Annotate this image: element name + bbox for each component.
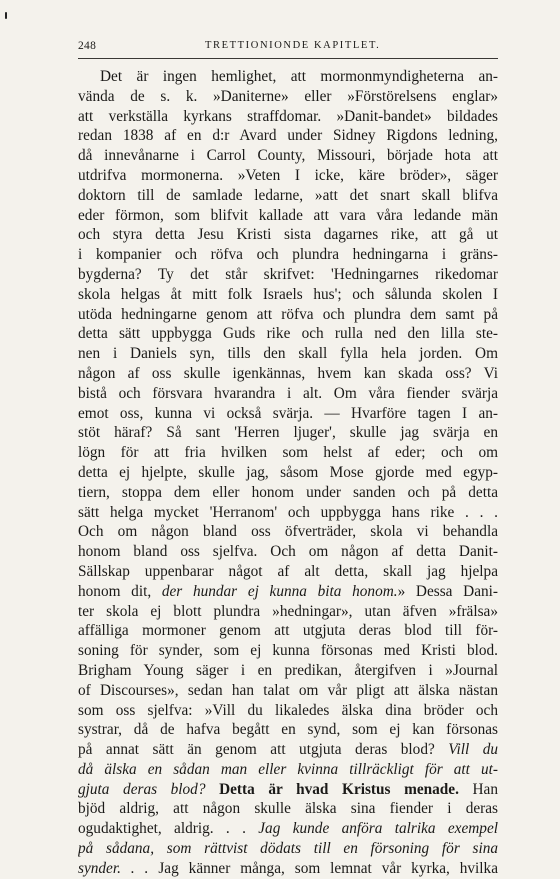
text-run: » Dessa Dani- (397, 582, 498, 600)
text-run: stöt häraf? Så sant 'Herren ljuger', skulle jag svärja en (78, 424, 498, 442)
text-line (78, 621, 498, 641)
text-line (78, 305, 498, 325)
text-run: doktorn till de samlade ledarne, »att det snart skall blifva (78, 186, 498, 204)
text-run: eder förmon, som blifvit kallade att vara våra ledande män (78, 206, 498, 224)
text-line (78, 641, 498, 661)
text-line (78, 740, 498, 760)
text-line (78, 701, 498, 721)
text-run: att verkställa kyrkans straffdomar. »Danit-bandet» bildades (78, 107, 498, 125)
text-run: skola helgas åt mitt folk Israels hus'; och sålunda skolen I (78, 285, 498, 303)
text-run: Jag känner många, som lemnat vår kyrka, hvilka (148, 859, 498, 877)
text-line (78, 463, 498, 483)
text-run: utöda hedningarne genom att röfva och plundra dem samt på (78, 305, 498, 323)
italic-text: gjuta deras blod? (78, 780, 220, 798)
text-line (78, 542, 498, 562)
text-line (78, 562, 498, 582)
header-rule (78, 58, 498, 59)
text-line (78, 344, 498, 364)
page-number: 248 (78, 40, 97, 52)
text-line (78, 285, 498, 305)
text-line (78, 67, 498, 87)
text-run: emot oss, kunna vi också svärja. — Hvarföre tagen I an- (78, 404, 498, 422)
text-run: Brigham Young säger i en predikan, återgifven i »Journal (78, 661, 498, 679)
italic-text: på sådana, som rättvist dödats till en försoning för sina (78, 840, 498, 858)
text-line (78, 661, 498, 681)
text-line (78, 225, 498, 245)
text-line (78, 602, 498, 622)
text-run: utdrifva mormonerna. »Veten I icke, käre bröder», säger (78, 166, 498, 184)
text-line (78, 245, 498, 265)
page-header (78, 40, 498, 56)
italic-text: der hundar ej kunna bita honom. (161, 582, 398, 600)
text-run: Det är ingen hemlighet, att mormonmyndigheterna an- (100, 68, 498, 85)
text-run: lögn för att fria hvilken som helst af eder; och om (78, 444, 498, 462)
text-line (78, 780, 498, 800)
text-line (78, 265, 498, 285)
text-line (78, 324, 498, 344)
text-run: redan 1838 af en d:r Avard under Sidney Rigdons ledning, (78, 127, 498, 145)
text-line (78, 720, 498, 740)
text-run: någon af oss skulle igenkännas, hvem kan skada oss? Vi (78, 364, 498, 382)
text-run: nen i Daniels syn, tills den skall fylla hela jorden. Om (78, 345, 498, 363)
text-line (78, 483, 498, 503)
text-run: Sällskap uppenbarar något af alt detta, skall jag hjelpa (78, 562, 498, 580)
text-run: systrar, då de hafva begått en synd, som ej kan försonas (78, 721, 498, 739)
text-line (78, 423, 498, 443)
text-run: bjöd aldrig, att någon skulle älska sina fiender i deras (78, 800, 498, 818)
text-line (78, 384, 498, 404)
text-line (78, 522, 498, 542)
text-run: Han (458, 780, 498, 798)
text-run: sätt helga mycket 'Herranom' och uppbygga hans rike . . . (78, 503, 498, 521)
text-line (78, 87, 498, 107)
text-run: bygderna? Ty det står skrifvet: 'Hedningarnes rikedomar (78, 265, 498, 283)
text-line (78, 819, 498, 839)
text-line (78, 146, 498, 166)
italic-text: Vill du (448, 741, 498, 759)
ink-speck (5, 12, 7, 19)
text-line (78, 799, 498, 819)
text-run: affälliga mormoner genom att utgjuta deras blod till för- (78, 622, 498, 640)
text-line (78, 206, 498, 226)
text-run: då innevånarne i Carrol County, Missouri, började hota att (78, 147, 498, 165)
text-line (78, 859, 498, 879)
text-run: ogudaktighet, aldrig. . . (78, 820, 259, 838)
text-run: i kompanier och röfva och plundra hedningarna i gräns- (78, 246, 498, 264)
text-line (78, 404, 498, 424)
text-run: bistå och försvara hvarandra i alt. Om våra fiender svärja (78, 384, 498, 402)
text-run: som oss sjelfva: »Vill du likaledes älska dina bröder och (78, 701, 498, 719)
running-title: TRETTIONIONDE KAPITLET. (205, 40, 381, 51)
text-line (78, 681, 498, 701)
text-run: honom dit, (78, 582, 162, 600)
text-run: tiern, stoppa dem eller honom under sanden och på detta (78, 483, 498, 501)
text-run: på annat sätt än genom att utgjuta deras blod? (78, 741, 449, 759)
text-run: vända de s. k. »Daniterne» eller »Förstörelsens englar» (78, 87, 498, 105)
text-line (78, 364, 498, 384)
text-run: of Discourses», sedan han talat om vår pligt att älska nästan (78, 681, 498, 699)
text-run: soning för synder, som ej kunna försonas med Kristi blod. (78, 642, 498, 660)
text-line (78, 126, 498, 146)
text-line (78, 166, 498, 186)
text-run: Och om någon bland oss öfverträder, skola vi behandla (78, 523, 498, 541)
italic-text: synder. . . (78, 859, 149, 877)
text-line (78, 107, 498, 127)
text-line (78, 503, 498, 523)
text-run: detta ej hjelpte, skulle jag, såsom Mose gjorde med egyp- (78, 463, 498, 481)
text-run: och styra detta Jesu Kristi sista dagarnes rike, att gå ut (78, 226, 498, 244)
bold-text: Detta är hvad Kristus menade. (219, 780, 459, 798)
text-line (78, 186, 498, 206)
text-run: detta sätt uppbygga Guds rike och rulla ned den lilla ste- (78, 325, 498, 343)
text-line (78, 839, 498, 859)
italic-text: då älska en sådan man eller kvinna tillräckligt för att ut- (78, 760, 498, 778)
body-text (78, 67, 498, 879)
text-run: ter skola ej blott plundra »hedningar», utan äfven »frälsa» (78, 602, 498, 620)
text-line (78, 443, 498, 463)
text-run: honom bland oss sjelfva. Och om någon af detta Danit- (78, 543, 498, 561)
text-line (78, 582, 498, 602)
italic-text: Jag kunde anföra talrika exempel (258, 820, 498, 838)
